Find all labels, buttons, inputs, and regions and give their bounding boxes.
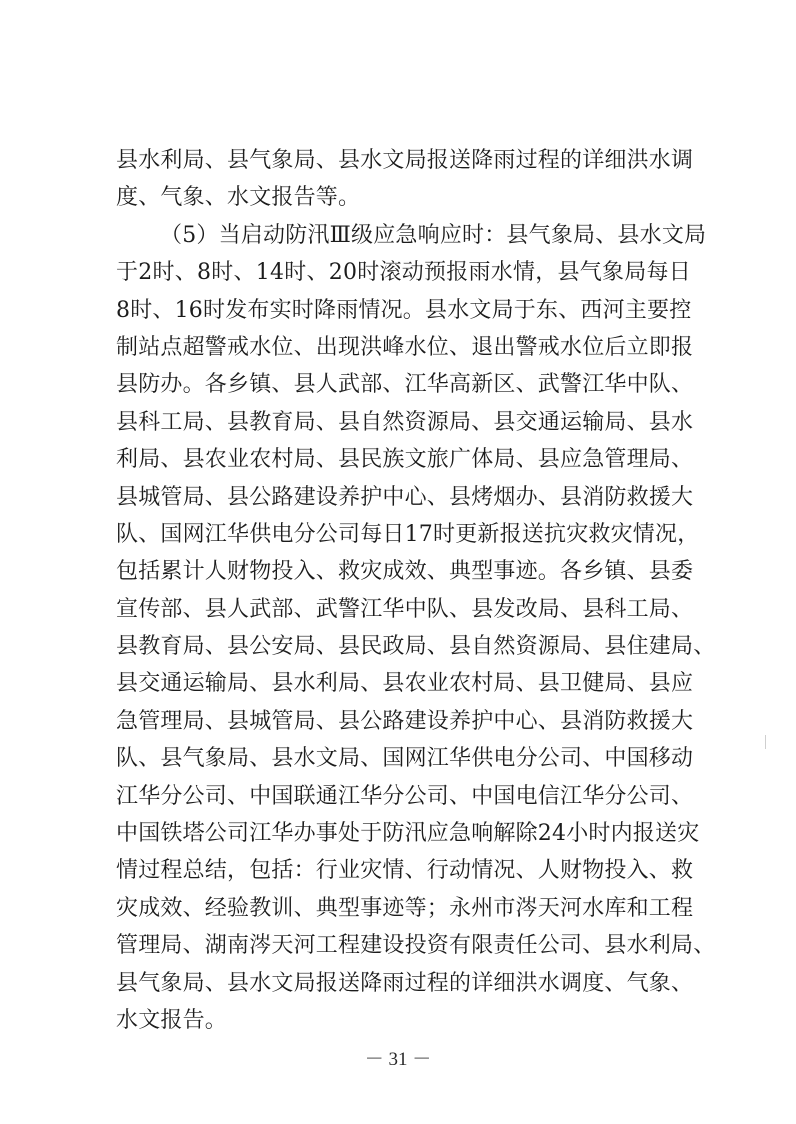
text-line-2: 度、气象、水文报告等。 bbox=[116, 185, 361, 211]
text-line-10: 县城管局、县公路建设养护中心、县烤烟办、县消防救援大 bbox=[116, 484, 694, 510]
text-line-13: 宣传部、县人武部、武警江华中队、县发改局、县科工局、 bbox=[116, 596, 694, 622]
text-line-5: 8时、16时发布实时降雨情况。县水文局于东、西河主要控 bbox=[116, 297, 692, 323]
page-number: － 31 － bbox=[364, 1049, 432, 1070]
text-line-16: 急管理局、县城管局、县公路建设养护中心、县消防救援大 bbox=[116, 708, 694, 734]
text-line-1: 县水利局、县气象局、县水文局报送降雨过程的详细洪水调 bbox=[116, 148, 694, 173]
text-line-3: （5）当启动防汛Ⅲ级应急响应时：县气象局、县水文局 bbox=[160, 222, 707, 248]
text-line-15: 县交通运输局、县水利局、县农业农村局、县卫健局、县应 bbox=[116, 671, 694, 697]
text-line-11: 队、国网江华供电分公司每日17时更新报送抗灾救灾情况， bbox=[116, 521, 700, 547]
text-line-23: 县气象局、县水文局报送降雨过程的详细洪水调度、气象、 bbox=[116, 970, 694, 996]
text-line-9: 利局、县农业农村局、县民族文旅广体局、县应急管理局、 bbox=[116, 447, 694, 473]
margin-mark bbox=[765, 735, 766, 749]
text-line-18: 江华分公司、中国联通江华分公司、中国电信江华分公司、 bbox=[116, 783, 694, 809]
text-line-6: 制站点超警戒水位、出现洪峰水位、退出警戒水位后立即报 bbox=[116, 334, 694, 360]
text-line-21: 灾成效、经验教训、典型事迹等；永州市涔天河水库和工程 bbox=[116, 895, 694, 921]
text-line-14: 县教育局、县公安局、县民政局、县自然资源局、县住建局、 bbox=[116, 634, 716, 660]
text-line-19: 中国铁塔公司江华办事处于防汛应急响解除24小时内报送灾 bbox=[116, 821, 700, 847]
body-text bbox=[116, 142, 716, 1039]
text-line-8: 县科工局、县教育局、县自然资源局、县交通运输局、县水 bbox=[116, 409, 694, 435]
text-line-12: 包括累计人财物投入、救灾成效、典型事迹。各乡镇、县委 bbox=[116, 559, 694, 585]
text-line-17: 队、县气象局、县水文局、国网江华供电分公司、中国移动 bbox=[116, 746, 694, 772]
text-line-24: 水文报告。 bbox=[116, 1007, 228, 1033]
text-line-4: 于2时、8时、14时、20时滚动预报雨水情，县气象局每日 bbox=[116, 260, 691, 286]
text-line-20: 情过程总结，包括：行业灾情、行动情况、人财物投入、救 bbox=[116, 858, 694, 884]
text-line-22: 管理局、湖南涔天河工程建设投资有限责任公司、县水利局、 bbox=[116, 933, 716, 959]
text-line-7: 县防办。各乡镇、县人武部、江华高新区、武警江华中队、 bbox=[116, 372, 694, 398]
